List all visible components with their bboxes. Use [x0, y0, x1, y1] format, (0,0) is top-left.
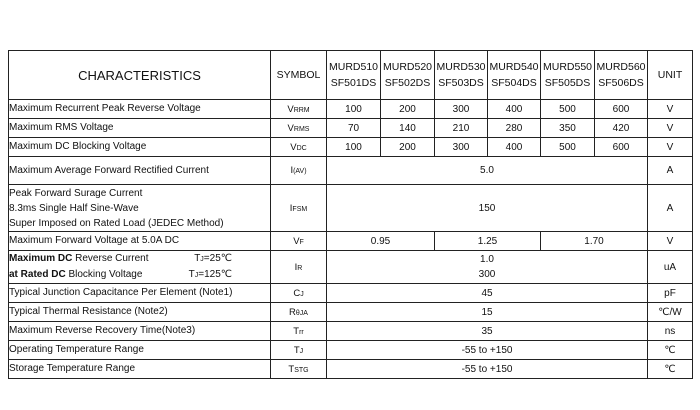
param-cell: [9, 251, 271, 284]
unit-cell: ℃: [648, 341, 693, 360]
value-cell: 100: [327, 100, 381, 119]
param-cell: Typical Junction Capacitance Per Element (Note1): [9, 284, 271, 303]
part-header-5: [541, 51, 595, 100]
value-cell: 300: [435, 138, 488, 157]
part-line1: MURD550: [542, 61, 592, 73]
unit-cell: A: [648, 157, 693, 185]
param-cell: Maximum Average Forward Rectified Current: [9, 157, 271, 185]
table-row: [9, 138, 693, 157]
value-cell: 600: [595, 100, 648, 119]
part-header-2: [381, 51, 435, 100]
param-line: Maximum DC Reverse Current TJ=25℃: [9, 253, 232, 264]
header-row: [9, 51, 693, 100]
part-line1: MURD540: [489, 61, 539, 73]
characteristics-table: [8, 50, 693, 379]
param-cell: Operating Temperature Range: [9, 341, 271, 360]
table-row: [9, 100, 693, 119]
part-header-6: [595, 51, 648, 100]
unit-cell: V: [648, 232, 693, 251]
unit-cell: V: [648, 119, 693, 138]
table-row: [9, 232, 693, 251]
unit-cell: ns: [648, 322, 693, 341]
value-cell: 400: [488, 138, 541, 157]
value-cell: 150: [327, 185, 648, 232]
symbol-cell: TJ: [271, 341, 327, 360]
table-row: [9, 303, 693, 322]
symbol-cell: CJ: [271, 284, 327, 303]
value-cell: 350: [541, 119, 595, 138]
value-cell: -55 to +150: [327, 341, 648, 360]
symbol-cell: TSTG: [271, 360, 327, 379]
part-header-4: [488, 51, 541, 100]
table-row: [9, 360, 693, 379]
param-line: at Rated DC Blocking Voltage TJ=125℃: [9, 269, 232, 280]
part-line1: MURD520: [382, 61, 432, 73]
symbol-cell: VF: [271, 232, 327, 251]
value-cell: 15: [327, 303, 648, 322]
unit-header: UNIT: [648, 51, 693, 100]
unit-cell: uA: [648, 251, 693, 284]
value-cell: 210: [435, 119, 488, 138]
unit-cell: V: [648, 138, 693, 157]
symbol-cell: VRRM: [271, 100, 327, 119]
symbol-cell: RθJA: [271, 303, 327, 322]
value-cell: 35: [327, 322, 648, 341]
value-cell: 600: [595, 138, 648, 157]
value-cell: 420: [595, 119, 648, 138]
part-line2: SF501DS: [330, 77, 377, 89]
table-row: [9, 119, 693, 138]
value-cell: 45: [327, 284, 648, 303]
part-line1: MURD560: [596, 61, 646, 73]
value-cell: [327, 251, 648, 284]
symbol-cell: IR: [271, 251, 327, 284]
value-cell: 300: [435, 100, 488, 119]
part-line2: SF506DS: [598, 77, 644, 89]
param-cell: Maximum Forward Voltage at 5.0A DC: [9, 232, 271, 251]
part-line2: SF502DS: [384, 77, 431, 89]
value-cell: 200: [381, 100, 435, 119]
param-cell: Maximum DC Blocking Voltage: [9, 138, 271, 157]
value-line: 300: [478, 269, 496, 280]
value-cell: 200: [381, 138, 435, 157]
table-row: [9, 341, 693, 360]
symbol-header: SYMBOL: [271, 51, 327, 100]
part-line1: MURD530: [436, 61, 486, 73]
unit-cell: ℃/W: [648, 303, 693, 322]
value-cell: 70: [327, 119, 381, 138]
value-cell: 280: [488, 119, 541, 138]
table-row: [9, 185, 693, 232]
symbol-cell: I(AV): [271, 157, 327, 185]
value-cell: -55 to +150: [327, 360, 648, 379]
table-row: [9, 322, 693, 341]
symbol-cell: Trr: [271, 322, 327, 341]
unit-cell: A: [648, 185, 693, 232]
part-line2: SF505DS: [544, 77, 591, 89]
value-cell: 100: [327, 138, 381, 157]
table-row: [9, 157, 693, 185]
value-cell: 5.0: [327, 157, 648, 185]
unit-cell: V: [648, 100, 693, 119]
param-line: Super Imposed on Rated Load (JEDEC Method): [9, 217, 224, 229]
value-cell: 1.25: [435, 232, 541, 251]
param-cell: Maximum Recurrent Peak Reverse Voltage: [9, 100, 271, 119]
param-cell: [9, 185, 271, 232]
part-header-3: [435, 51, 488, 100]
symbol-cell: VRMS: [271, 119, 327, 138]
table-row: [9, 284, 693, 303]
symbol-cell: VDC: [271, 138, 327, 157]
unit-cell: ℃: [648, 360, 693, 379]
value-cell: 140: [381, 119, 435, 138]
part-line2: SF504DS: [491, 77, 537, 89]
param-cell: Maximum RMS Voltage: [9, 119, 271, 138]
characteristics-header: CHARACTERISTICS: [9, 51, 271, 100]
value-cell: 0.95: [327, 232, 435, 251]
value-cell: 500: [541, 100, 595, 119]
value-cell: 1.70: [541, 232, 648, 251]
param-cell: Storage Temperature Range: [9, 360, 271, 379]
table-row: [9, 251, 693, 284]
param-cell: Maximum Reverse Recovery Time(Note3): [9, 322, 271, 341]
value-line: 1.0: [480, 254, 494, 265]
part-line1: MURD510: [328, 61, 378, 73]
part-header-1: [327, 51, 381, 100]
param-line: 8.3ms Single Half Sine-Wave: [9, 202, 139, 214]
value-cell: 500: [541, 138, 595, 157]
unit-cell: pF: [648, 284, 693, 303]
param-cell: Typical Thermal Resistance (Note2): [9, 303, 271, 322]
part-line2: SF503DS: [438, 77, 484, 89]
value-cell: 400: [488, 100, 541, 119]
symbol-cell: IFSM: [271, 185, 327, 232]
param-line: Peak Forward Surage Current: [9, 187, 143, 199]
